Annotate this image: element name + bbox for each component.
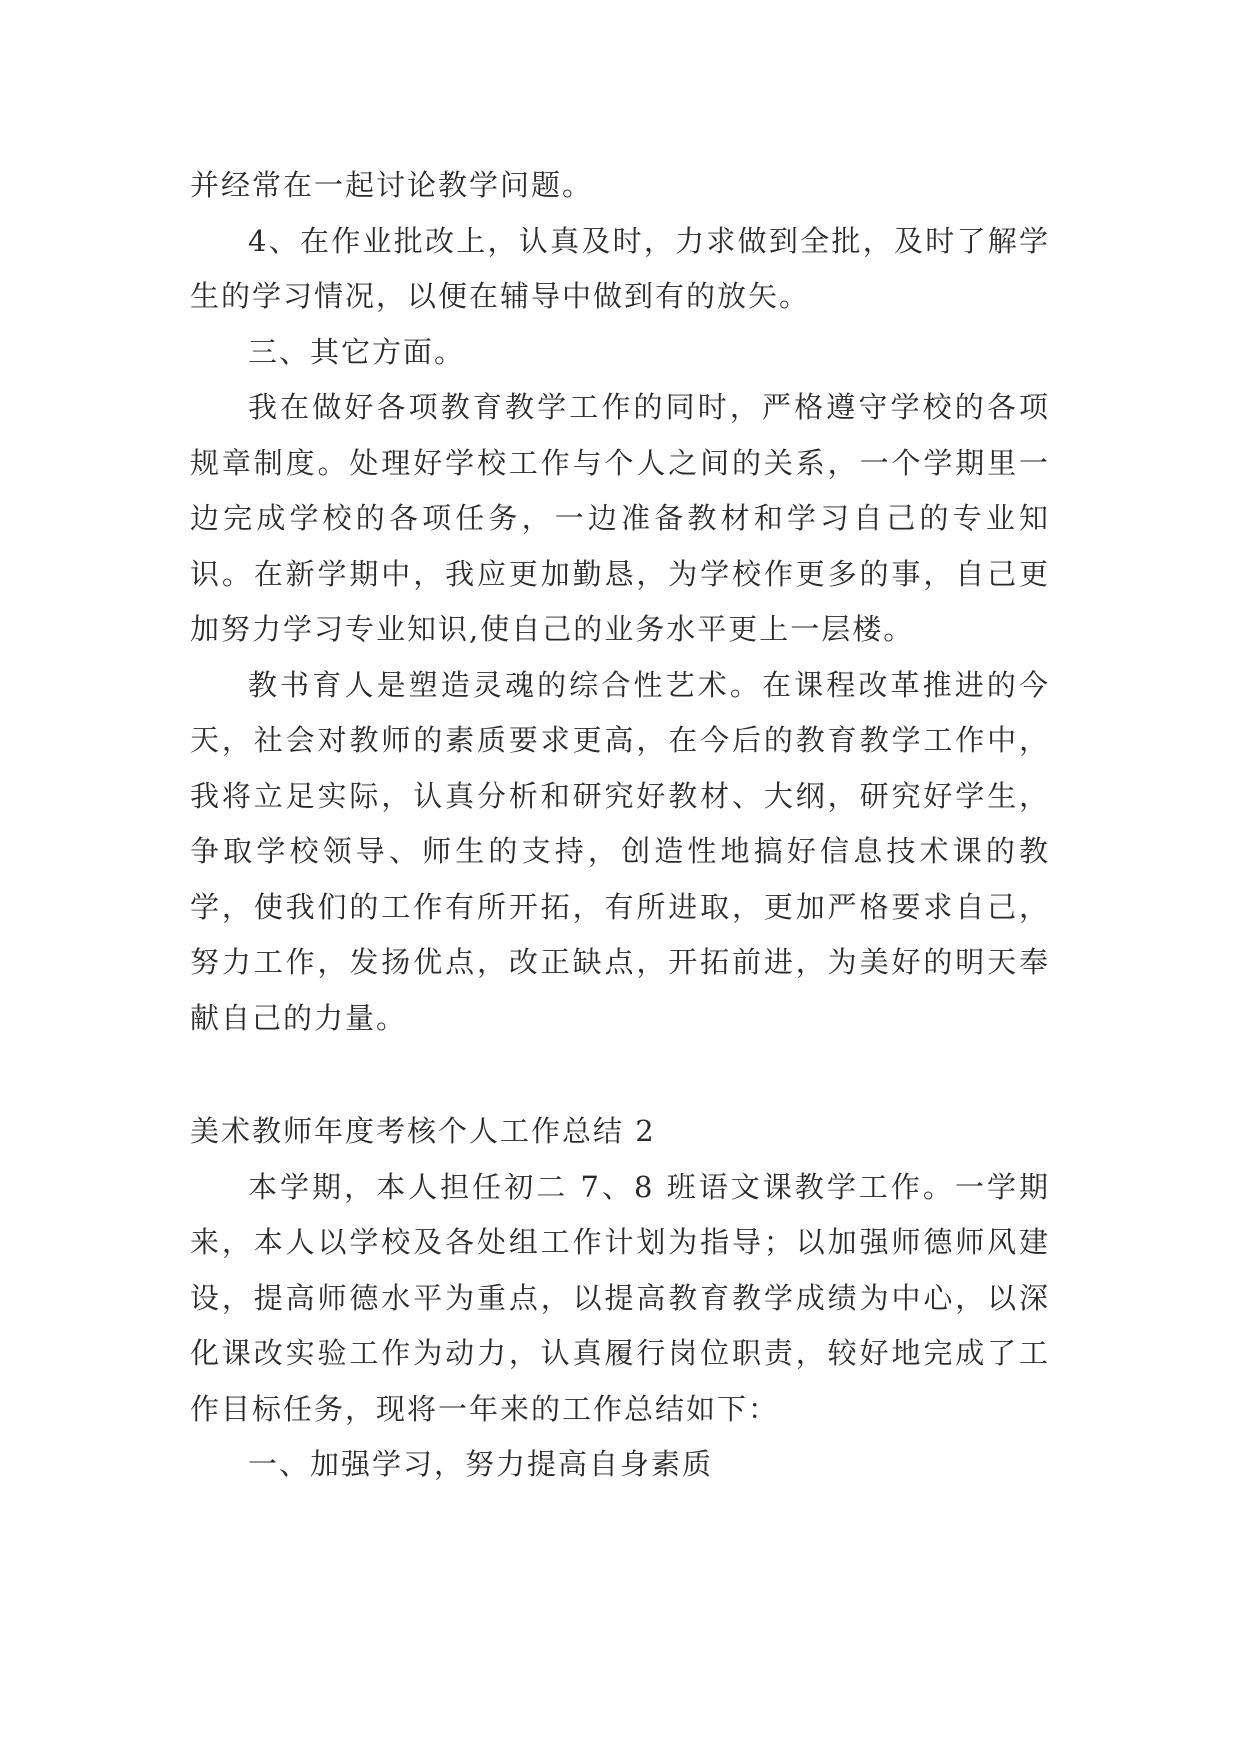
section-heading: 一、加强学习，努力提高自身素质 — [248, 1447, 714, 1481]
paragraph: 教书育人是塑造灵魂的综合性艺术。在课程改革推进的今天，社会对教师的素质要求更高，在今后的教育教学工作中，我将立足实际，认真分析和研究好教材、大纲，研究好学生，争取学校领导、师生的支持，创造性地搞好信息技术课的教学，使我们的工作有所开拓，有所进取，更加严格要求自己，努力工作，发扬优点，改正缺点，开拓前进，为美好的明天奉献自己的力量。 — [190, 667, 1050, 1035]
paragraph: 本学期，本人担任初二 7、8 班语文课教学工作。一学期来，本人以学校及各处组工作计划为指导；以加强师德师风建设，提高师德水平为重点，以提高教育教学成绩为中心，以深化课改实验工作为动力，认真履行岗位职责，较好地完成了工作目标任务，现将一年来的工作总结如下： — [190, 1169, 1050, 1426]
document-title: 美术教师年度考核个人工作总结 2 — [190, 1114, 656, 1148]
paragraph: 4、在作业批改上，认真及时，力求做到全批，及时了解学生的学习情况，以便在辅导中做到有的放矢。 — [190, 223, 1050, 313]
paragraph: 并经常在一起讨论教学问题。 — [190, 168, 594, 202]
section-heading: 三、其它方面。 — [248, 334, 466, 369]
paragraph: 我在做好各项教育教学工作的同时，严格遵守学校的各项规章制度。处理好学校工作与个人之间的关系，一个学期里一边完成学校的各项任务，一边准备教材和学习自己的专业知识。在新学期中，我应更加勤恳，为学校作更多的事，自己更加努力学习专业知识,使自己的业务水平更上一层楼。 — [190, 390, 1050, 646]
document-body — [190, 158, 1050, 1493]
